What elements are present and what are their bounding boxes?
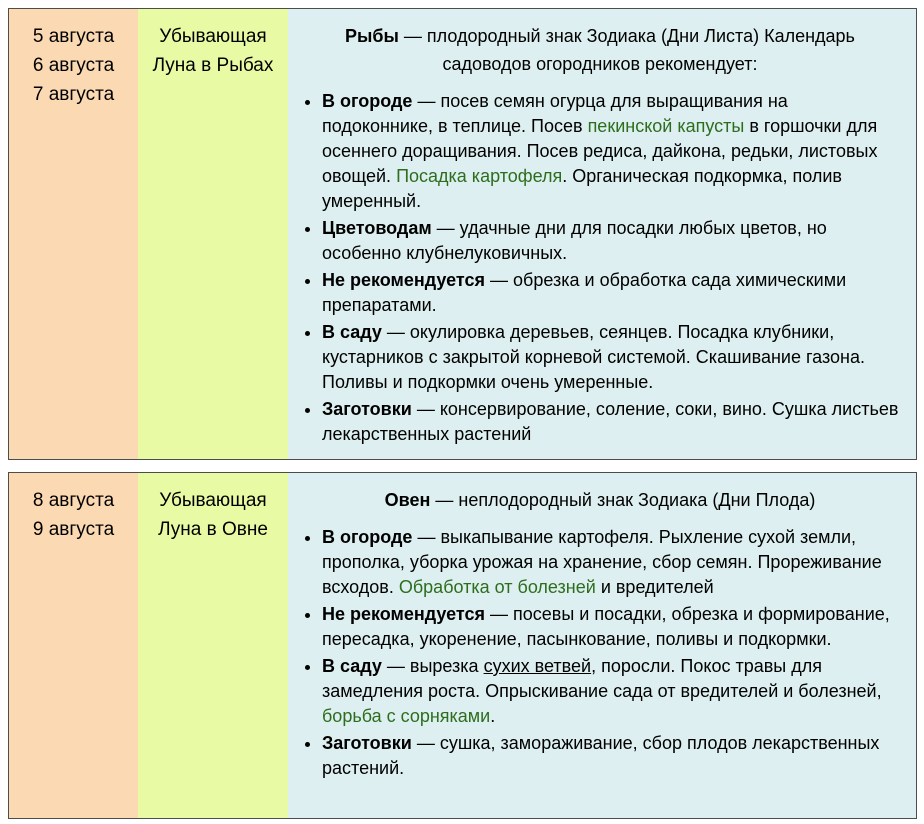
text-segment: , поросли. Покос травы для замедления роста. Опрыскивание сада от вредителей и болезней, bbox=[322, 656, 882, 701]
text-line: Луна в Овне bbox=[158, 519, 268, 540]
term-bold: Не рекомендуется bbox=[322, 270, 486, 290]
term-bold: Заготовки bbox=[322, 733, 412, 753]
recommendation-item bbox=[322, 89, 902, 214]
recommendation-item bbox=[322, 397, 902, 447]
calendar-row-pisces bbox=[8, 8, 917, 460]
text-segment: — посев семян огурца для выращивания на подоконнике, в теплице. Посев bbox=[322, 91, 788, 136]
recommendation-item bbox=[322, 320, 902, 395]
recommendation-item bbox=[322, 525, 902, 600]
zodiac-header bbox=[298, 482, 902, 514]
inline-link[interactable]: Посадка картофеля bbox=[396, 166, 563, 186]
text-line: Убывающая bbox=[159, 26, 267, 47]
underlined-text: сухих ветвей bbox=[483, 656, 592, 676]
text-segment: . bbox=[490, 706, 496, 726]
text-segment: — плодородный знак Зодиака (Дни Листа) Календарь садоводов огородников рекомендует: bbox=[398, 26, 855, 74]
recommendation-item bbox=[322, 216, 902, 266]
term-bold: В огороде bbox=[322, 527, 413, 547]
text-segment: — окулировка деревьев, сеянцев. Посадка клубники, кустарников с закрытой корневой системой. Скашивание газона. Поливы и подкормки очень умеренные. bbox=[322, 322, 865, 392]
moon-phase-cell bbox=[138, 473, 288, 818]
dates-cell bbox=[9, 473, 138, 818]
text-line: Убывающая bbox=[159, 490, 267, 511]
term-bold: Не рекомендуется bbox=[322, 604, 486, 624]
recommendation-item bbox=[322, 731, 902, 781]
recommendation-item bbox=[322, 654, 902, 729]
text-segment: — неплодородный знак Зодиака (Дни Плода) bbox=[430, 490, 816, 510]
moon-phase-cell bbox=[138, 9, 288, 459]
text-segment: — посевы и посадки, обрезка и формирование, пересадка, укоренение, пасынкование, поливы и подкормки. bbox=[322, 604, 890, 649]
zodiac-header bbox=[298, 18, 902, 78]
text-segment: . Органическая подкормка, полив умеренный. bbox=[322, 166, 842, 211]
term-bold: Цветоводам bbox=[322, 218, 432, 238]
text-segment: — вырезка bbox=[381, 656, 484, 676]
text-line: 7 августа bbox=[32, 84, 115, 105]
text-segment: — удачные дни для посадки любых цветов, но особенно клубнелуковичных. bbox=[322, 218, 827, 263]
text-segment: — обрезка и обработка сада химическими препаратами. bbox=[322, 270, 847, 315]
term-bold: В саду bbox=[322, 322, 382, 342]
recommendations-list bbox=[298, 89, 902, 447]
text-line: 9 августа bbox=[32, 519, 115, 540]
term-bold: Заготовки bbox=[322, 399, 412, 419]
inline-link[interactable]: пекинской капусты bbox=[587, 116, 745, 136]
inline-link[interactable]: борьба с сорняками bbox=[322, 706, 491, 726]
inline-link[interactable]: Обработка от болезней bbox=[398, 577, 596, 597]
term-bold: Рыбы bbox=[345, 26, 399, 46]
text-segment: — сушка, замораживание, сбор плодов лекарственных растений. bbox=[322, 733, 880, 778]
text-line: 8 августа bbox=[32, 490, 115, 511]
dates-cell bbox=[9, 9, 138, 459]
text-line: Луна в Рыбах bbox=[152, 55, 274, 76]
term-bold: В саду bbox=[322, 656, 382, 676]
calendar-row-aries bbox=[8, 472, 917, 819]
recommendations-list bbox=[298, 525, 902, 781]
recommendations-cell bbox=[288, 473, 916, 818]
term-bold: Овен bbox=[384, 490, 431, 510]
text-segment: и вредителей bbox=[595, 577, 714, 597]
text-segment: — консервирование, соление, соки, вино. Сушка листьев лекарственных растений bbox=[322, 399, 899, 444]
recommendation-item bbox=[322, 268, 902, 318]
recommendation-item bbox=[322, 602, 902, 652]
text-segment: в горшочки для осеннего доращивания. Посев редиса, дайкона, редьки, листовых овощей. bbox=[322, 116, 878, 186]
text-line: 6 августа bbox=[32, 55, 115, 76]
text-segment: — выкапывание картофеля. Рыхление сухой земли, прополка, уборка урожая на хранение, сбор семян. Прореживание всходов. bbox=[322, 527, 882, 597]
text-line: 5 августа bbox=[32, 26, 115, 47]
recommendations-cell bbox=[288, 9, 916, 459]
term-bold: В огороде bbox=[322, 91, 413, 111]
